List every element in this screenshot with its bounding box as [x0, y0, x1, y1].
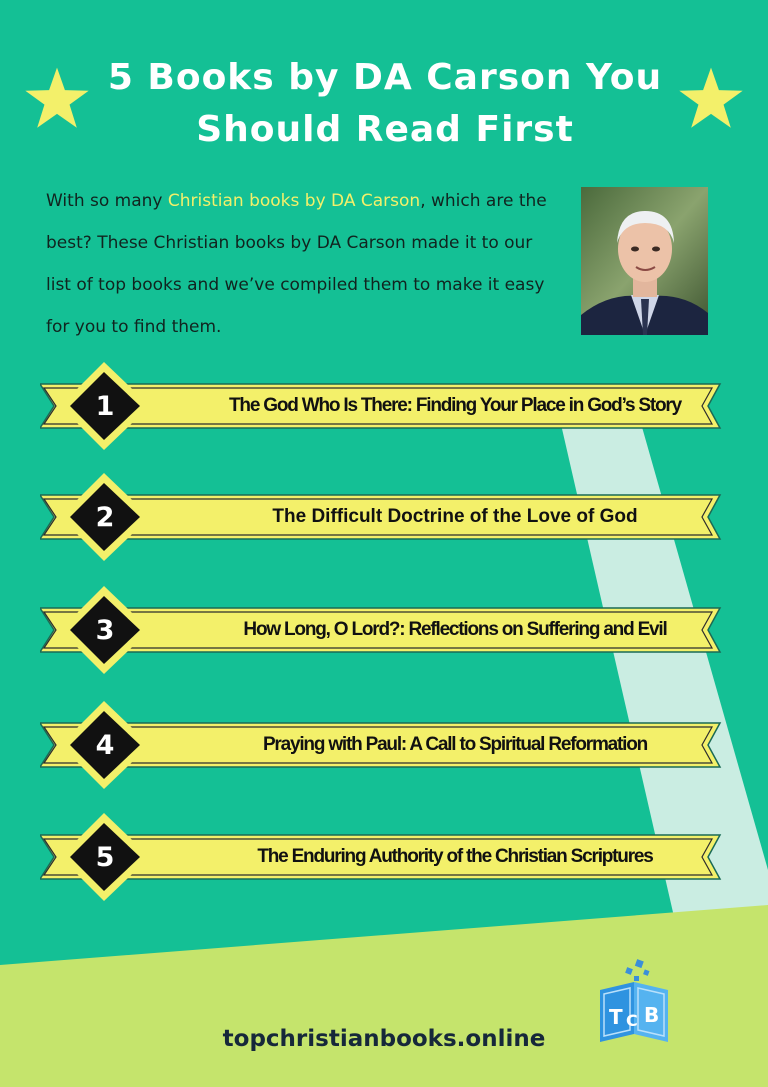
book-number: 2 [95, 501, 115, 533]
book-title-link[interactable]: The God Who Is There: Finding Your Place in God’s Story [229, 395, 681, 416]
intro-highlight-link[interactable]: Christian books by DA Carson [167, 191, 421, 211]
book-number: 5 [95, 841, 115, 873]
intro-text-start: With so many [46, 191, 168, 211]
book-title-link[interactable]: The Difficult Doctrine of the Love of God [272, 506, 638, 527]
author-photo [581, 187, 708, 335]
star-icon [24, 66, 90, 130]
book-number: 4 [95, 729, 115, 761]
star-icon [678, 66, 744, 130]
title-line-2: Should Read First [196, 109, 574, 150]
book-title-link[interactable]: Praying with Paul: A Call to Spiritual Reformation [262, 734, 648, 755]
svg-text:C: C [626, 1011, 638, 1030]
intro-text-end: , which are the best? These Christian books by DA Carson made it to our list of top books and we’ve compiled them to make it easy for you to find them. [46, 191, 547, 337]
page-title [90, 52, 680, 156]
svg-text:B: B [644, 1003, 660, 1027]
book-title-link[interactable]: The Enduring Authority of the Christian Scriptures [257, 846, 653, 867]
footer-site-link[interactable]: topchristianbooks.online [222, 1026, 546, 1052]
book-item-5[interactable] [40, 811, 724, 903]
book-item-1[interactable] [40, 360, 724, 452]
intro-paragraph [46, 180, 561, 348]
title-line-1: 5 Books by DA Carson You [107, 57, 663, 98]
book-item-2[interactable] [40, 471, 724, 563]
book-item-3[interactable] [40, 584, 724, 676]
book-item-4[interactable] [40, 699, 724, 791]
book-number: 3 [95, 614, 115, 646]
svg-text:T: T [609, 1005, 623, 1029]
book-number: 1 [95, 390, 115, 422]
book-title-link[interactable]: How Long, O Lord?: Reflections on Suffering and Evil [243, 619, 667, 640]
